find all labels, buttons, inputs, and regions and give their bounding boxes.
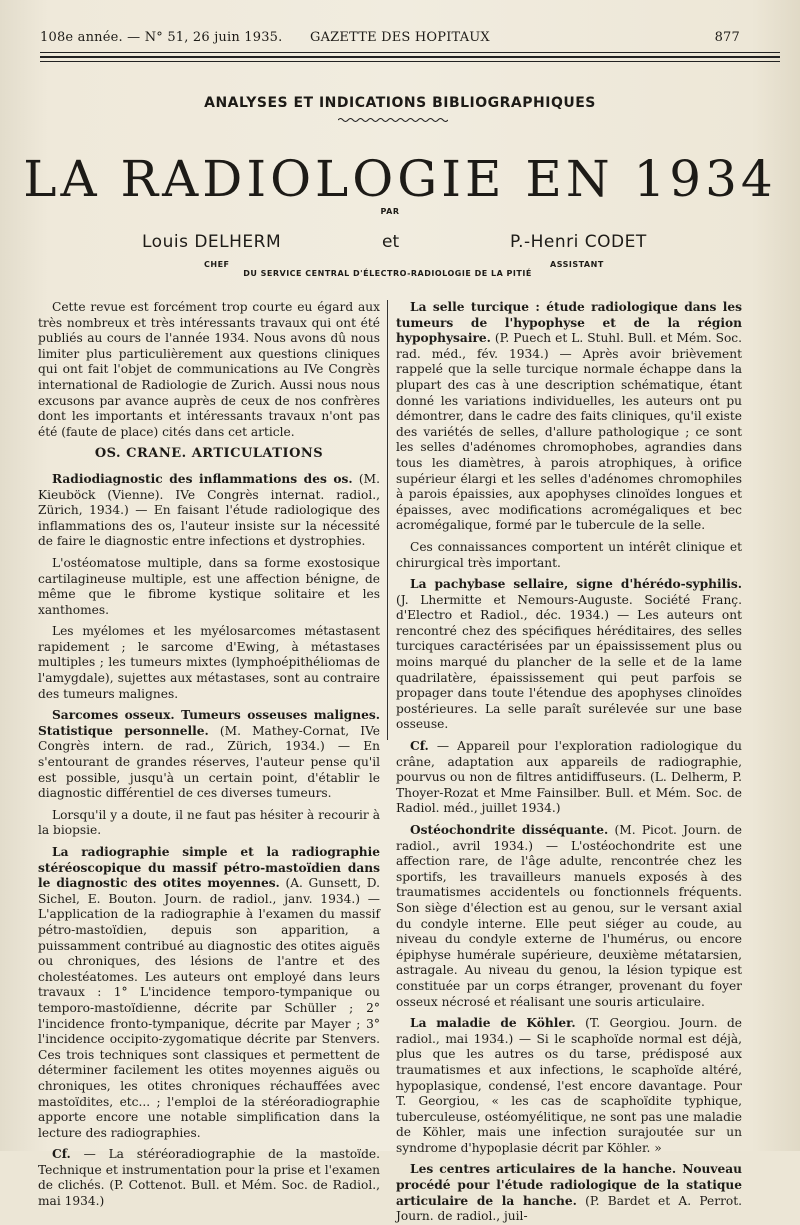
paragraph: Ces connaissances comportent un intérêt clinique et chirurgical très important. — [396, 539, 742, 570]
paragraph: Lorsqu'il y a doute, il ne faut pas hésiter à recourir à la biopsie. — [38, 807, 380, 838]
ornament-divider — [338, 117, 448, 123]
abstract-title: La selle turcique : étude radiologique dans les tumeurs de l'hypophyse et de la région hypophysaire. — [396, 300, 742, 346]
abstract-title: Sarcomes osseux. Tumeurs osseuses malignes. Statistique personnelle. — [38, 708, 380, 738]
abstract-osteochondrite — [396, 823, 742, 1010]
abstract-title: La maladie de Köhler. — [410, 1016, 576, 1031]
abstract-cf-mastoide — [38, 1147, 380, 1209]
header-rule-top — [40, 52, 780, 53]
right-column — [396, 300, 742, 1225]
abstract-body: (A. Gunsett, D. Sichel, E. Bouton. Journ. de radiol., janv. 1934.) — L'application de la radiographie à l'examen du massif pétro-mastoïdien, depuis son apparition, a puissamment contribué au diagnostic des otites aiguës ou chroniques, des lésions de l'antre et des cholestéatomes. Les auteurs ont employé dans leurs travaux : 1° L'incidence temporo-tympanique ou temporo-mastoïdienne, décrite par Schüller ; 2° l'incidence fronto-tympanique, décrite par Mayer ; 3° l'incidence occipito-zygomatique décrite par Stenvers. Ces trois techniques sont classiques et permettent de déterminer facilement les otites moyennes aiguës ou chroniques, les otites chroniques réchauffées avec mastoïdites, etc... ; l'emploi de la stéréoradiographie apporte encore une notable simplification dans la lecture des radiographies. — [38, 876, 380, 1140]
author-second-role: ASSISTANT — [550, 260, 604, 269]
abstract-hanche — [396, 1162, 742, 1224]
page-number: 877 — [714, 30, 740, 45]
journal-name: GAZETTE DES HOPITAUX — [310, 30, 490, 45]
header-rule-middle — [40, 56, 780, 58]
abstract-inflammations — [38, 472, 380, 550]
abstract-body: (M. Picot. Journ. de radiol., avril 1934.) — L'ostéochondrite est une affection rare, de l'âge adulte, rencontrée chez les sportifs, les travailleurs manuels exposés à des traumatismes accidentels ou fonctionnels fréquents. Son siège d'élection est au genou, sur le versant axial du condyle interne. Elle peut siéger au coude, au niveau du condyle externe de l'humérus, ou encore épiphyse humérale supérieure, deuxième métatarsien, astragale. Au niveau du genou, la lésion typique est constituée par un corps étranger, provenant du foyer osseux nécrosé et réalisant une souris articulaire. — [396, 823, 742, 1009]
subsection-heading: OS. CRANE. ARTICULATIONS — [94, 446, 324, 462]
author-service: DU SERVICE CENTRAL D'ÉLECTRO-RADIOLOGIE DE LA PITIÉ — [243, 269, 532, 278]
author-first: Louis DELHERM — [142, 232, 282, 252]
column-divider — [387, 300, 388, 740]
left-column — [38, 300, 380, 1210]
abstract-body: — Appareil pour l'exploration radiologique du crâne, adaptation aux appareils de radiographie, pourvus ou non de filtres antidiffuseurs. (L. Delherm, P. Thoyer-Rozat et Mme Fainsilber. Bull. et Mém. Soc. de Radiol. méd., juillet 1934.) — [396, 739, 742, 816]
abstract-body: (T. Georgiou. Journ. de radiol., mai 1934.) — Si le scaphoïde normal est déjà, plus que les autres os du tarse, prédisposé aux traumatismes et aux infections, le scaphoïde altéré, hypoplasique, condensé, l'est encore davantage. Pour T. Georgiou, « les cas de scaphoïdite typhique, tuberculeuse, ostéomyélitique, ne sont pas une maladie de Köhler, mais une infection surajoutée sur un syndrome d'hypoplasie décrit par Köhler. » — [396, 1016, 742, 1155]
abstract-body: — La stéréoradiographie de la mastoïde. Technique et instrumentation pour la prise et l'examen de clichés. (P. Cottenot. Bull. et Mém. Soc. de Radiol., mai 1934.) — [38, 1147, 380, 1209]
author-conjunction: et — [382, 232, 400, 252]
running-header — [40, 30, 740, 46]
abstract-selle-turcique — [396, 300, 742, 534]
author-first-role: CHEF — [204, 260, 230, 269]
abstract-body: (J. Lhermitte et Nemours-Auguste. Société Franç. d'Electro et Radiol., déc. 1934.) — Les auteurs ont rencontré chez des spécifiques héréditaires, des selles turciques caractérisées par un épaississement plus ou moins marqué du plancher de la selle et de la lame quadrilatère, épaississement qui peut parfois se propager dans toute l'étendue des apophyses clinoïdes postérieures. La selle paraît surélevée sur une base osseuse. — [396, 592, 742, 732]
abstract-sarcomes — [38, 708, 380, 802]
paragraph: Les myélomes et les myélosarcomes métastasent rapidement ; le sarcome d'Ewing, à métastases multiples ; les tumeurs mixtes (lymphoépithéliomas de l'amygdale), sujettes aux métastases, sont au contraire des tumeurs malignes. — [38, 624, 380, 701]
abstract-title: Les centres articulaires de la hanche. Nouveau procédé pour l'étude radiologique de la statique articulaire de la hanche. — [396, 1162, 742, 1208]
abstract-title: Cf. — [410, 739, 429, 754]
by-line: PAR — [380, 207, 400, 216]
abstract-kohler — [396, 1016, 742, 1156]
article-title: LA RADIOLOGIE EN 1934 — [23, 150, 777, 208]
abstract-body: (M. Kieuböck (Vienne). IVe Congrès internat. radiol., Zürich, 1934.) — En faisant l'étude radiologique des inflammations des os, l'auteur insiste sur la nécessité de faire le diagnostic entre infections et dystrophies. — [38, 471, 380, 549]
abstract-title: Radiodiagnostic des inflammations des os. — [52, 471, 353, 486]
abstract-title: La pachybase sellaire, signe d'hérédo-syphilis. — [410, 577, 742, 592]
abstract-title: Ostéochondrite disséquante. — [410, 823, 609, 837]
abstract-title: Cf. — [52, 1147, 71, 1162]
paragraph: L'ostéomatose multiple, dans sa forme exostosique cartilagineuse multiple, est une affection bénigne, de même que le fibrome kystique solitaire et les xanthomes. — [38, 555, 380, 617]
section-heading: ANALYSES ET INDICATIONS BIBLIOGRAPHIQUES — [204, 95, 596, 111]
abstract-body: (P. Bardet et A. Perrot. Journ. de radiol., juil- — [396, 1193, 742, 1224]
issue-info: 108e année. — N° 51, 26 juin 1935. — [40, 30, 283, 45]
header-rule-bottom — [40, 61, 780, 62]
abstract-title: La radiographie simple et la radiographie stéréoscopique du massif pétro-mastoïdien dans le diagnostic des otites moyennes. — [38, 845, 380, 891]
abstract-radiographie — [38, 845, 380, 1141]
intro-paragraph: Cette revue est forcément trop courte eu égard aux très nombreux et très intéressants travaux qui ont été publiés au cours de l'année 1934. Nous avons dû nous limiter plus particulièrement aux questions cliniques qui ont fait l'objet de communications au IVe Congrès international de Radiologie de Zurich. Aussi nous nous excusons par avance auprès de ceux de nos confrères dont les importants et intéressants travaux n'ont pas été (faute de place) cités dans cet article. — [38, 300, 380, 439]
abstract-body: (P. Puech et L. Stuhl. Bull. et Mém. Soc. rad. méd., fév. 1934.) — Après avoir brièvement rappelé que la selle turcique normale échappe dans la plupart des cas à une description schématique, étant donné les variations individuelles, les auteurs ont pu démontrer, dans le cadre des faits cliniques, qu'il existe des variétés de selles, d'allure pathologique ; ce sont les selles d'adénomes chromophobes, agrandies dans tous les diamètres, à parois atrophiques, à orifice supérieur élargi et les selles d'adénomes chromophiles à parois épaissies, aux apophyses clinoïdes longues et épaisses, avec modifications acromégaliques et bec acromégalique, formé par le tubercule de la selle. — [396, 331, 742, 533]
author-second: P.-Henri CODET — [510, 232, 647, 252]
abstract-cf-appareil — [396, 739, 742, 817]
abstract-pachybase — [396, 577, 742, 733]
abstract-body: (M. Mathey-Cornat, IVe Congrès intern. de rad., Zürich, 1934.) — En s'entourant de grandes réserves, l'auteur pense qu'il est possible, jusqu'à un certain point, d'établir le diagnostic différentiel de ces diverses tumeurs. — [38, 723, 380, 801]
